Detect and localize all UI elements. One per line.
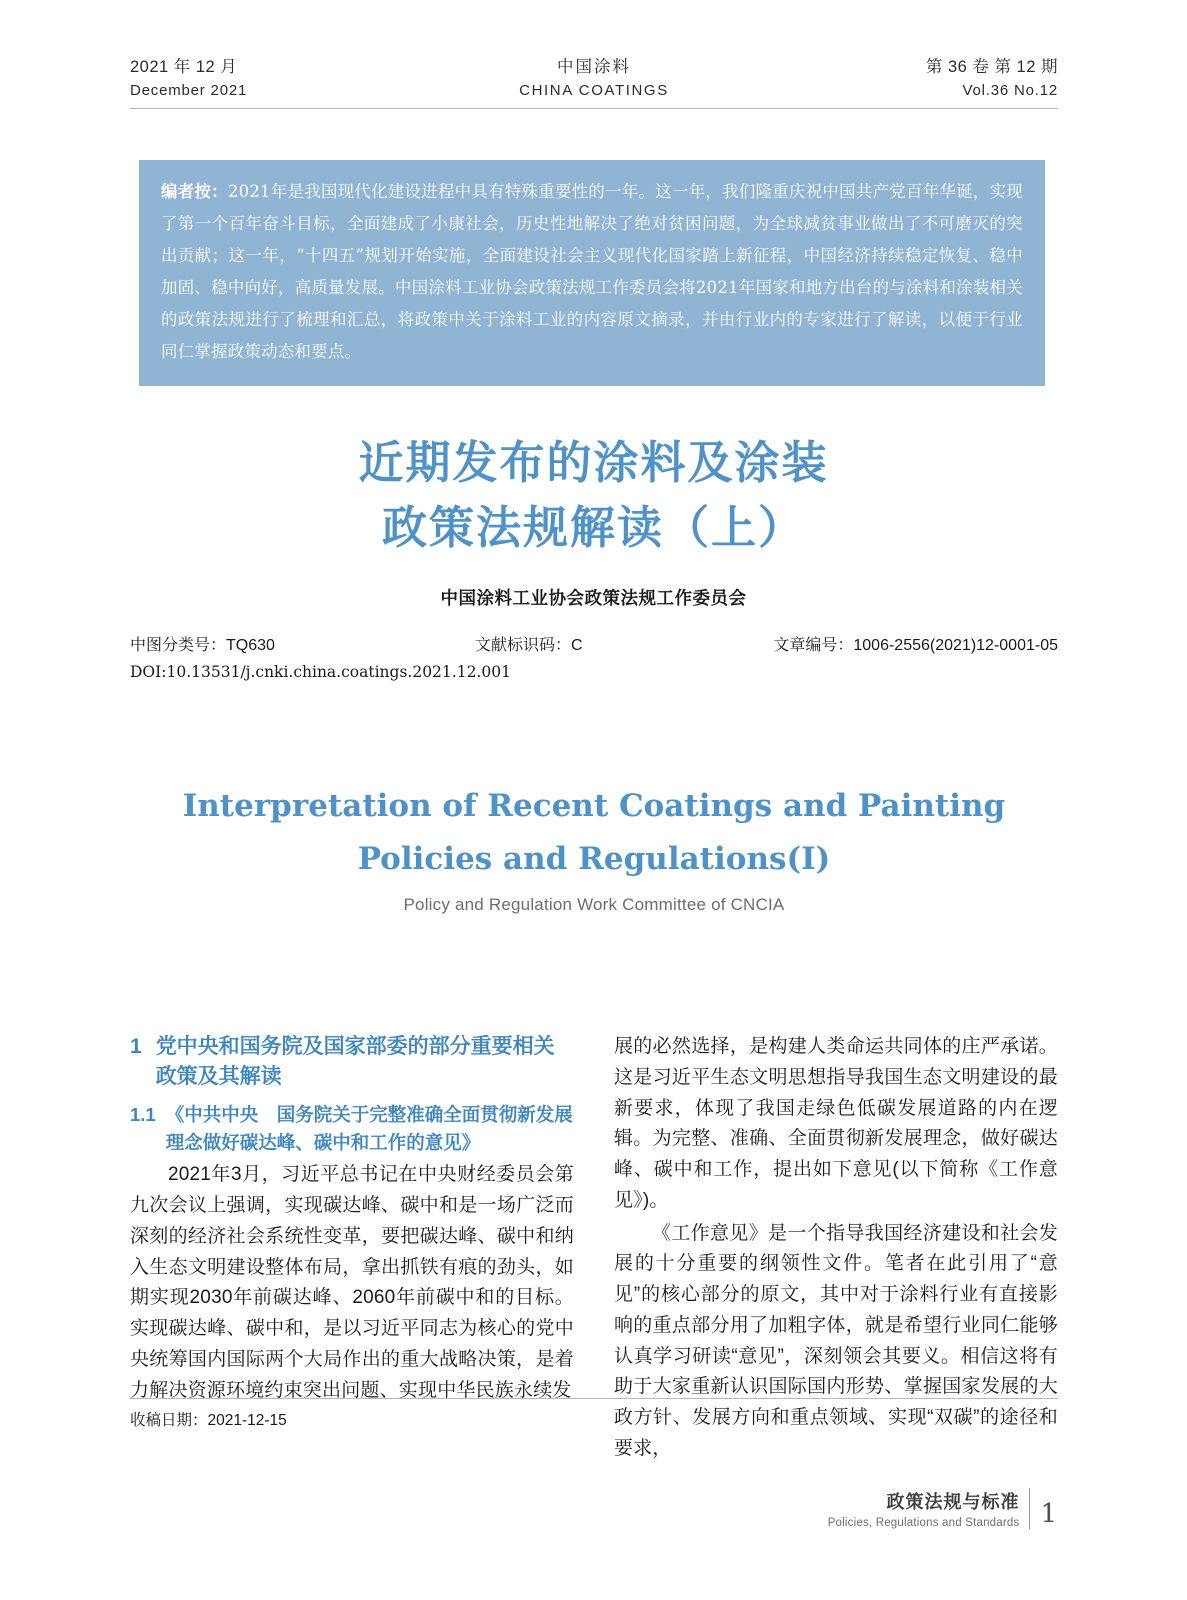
paragraph-right-2: 《工作意见》是一个指导我国经济建设和社会发展的十分重要的纲领性文件。笔者在此引用了“意见”的核心部分的原文，其中对于涂料行业有直接影响的重点部分用了加粗字体，就是希望行业同仁能够认真学习研读“意见”，深刻领会其要义。相信这将有助于大家重新认识国际国内形势、掌握国家发展的大政方针、发展方向和重点领域、实现“双碳”的途径和要求， [614, 1222, 1058, 1459]
footnote-divider [130, 1398, 1058, 1399]
page-title-cn-line1: 近期发布的涂料及涂装 [358, 436, 829, 489]
journal-name-en: CHINA COATINGS [519, 81, 669, 99]
page-title-cn [0, 430, 1187, 561]
editor-note-lead: 编者按： [161, 182, 228, 201]
running-head-left [130, 55, 390, 102]
section-heading-1 [130, 1032, 574, 1093]
page-title-en-line2: Policies and Regulations(Ⅰ) [357, 840, 831, 877]
section-heading-1-1-number: 1.1 [130, 1103, 156, 1125]
page-title-en [130, 780, 1058, 885]
running-head-center [429, 55, 759, 102]
author-en: Policy and Regulation Work Committee of CNCIA [403, 895, 785, 914]
paragraph-left-1: 2021年3月，习近平总书记在中央财经委员会第九次会议上强调，实现碳达峰、碳中和是一场广泛而深刻的经济社会系统性变革，要把碳达峰、碳中和纳入生态文明建设整体布局，拿出抓铁有痕的劲头，如期实现2030年前碳达峰、2060年前碳中和的目标。实现碳达峰、碳中和，是以习近平同志为核心的党中央统筹国内国际两个大局作出的重大战略决策，是着力解决资源环境约束突出问题、实现中华民族永续发 [130, 1164, 574, 1401]
paragraph-right-1: 展的必然选择，是构建人类命运共同体的庄严承诺。这是习近平生态文明思想指导我国生态文明建设的最新要求，体现了我国走绿色低碳发展道路的内在逻辑。为完整、准确、全面贯彻新发展理念，做好碳达峰、碳中和工作，提出如下意见(以下简称《工作意见》)。 [614, 1036, 1058, 1211]
section-heading-1-number: 1 [130, 1035, 142, 1058]
article-meta [130, 632, 1058, 655]
clc-number: 中图分类号：TQ630 [130, 637, 275, 654]
page-title-cn-line2: 政策法规解读（上） [381, 501, 805, 555]
received-date: 收稿日期：2021-12-15 [130, 1412, 287, 1429]
editor-note-body: 2021年是我国现代化建设进程中具有特殊重要性的一年。这一年，我们隆重庆祝中国共产党百年华诞，实现了第一个百年奋斗目标，全面建成了小康社会，历史性地解决了绝对贫困问题，为全球减贫事业做出了不可磨灭的突出贡献；这一年，“十四五”规划开始实施，全面建设社会主义现代化国家踏上新征程，中国经济持续稳定恢复、稳中加固、稳中向好，高质量发展。中国涂料工业协会政策法规工作委员会将2021年国家和地方出台的与涂料和涂装相关的政策法规进行了梳理和汇总，将政策中关于涂料工业的内容原文摘录，并由行业内的专家进行了解读，以便于行业同仁掌握政策动态和要点。 [161, 182, 1023, 361]
running-head [130, 55, 1058, 109]
running-head-right [798, 55, 1058, 102]
footer-label-en: Policies, Regulations and Standards [827, 1517, 1020, 1529]
doi-text: DOI:10.13531/j.cnki.china.coatings.2021.12.001 [130, 663, 511, 681]
page-title-en-line1: Interpretation of Recent Coatings and Painting [182, 788, 1006, 824]
page-number: 1 [1029, 1488, 1057, 1529]
column-left [130, 1032, 574, 1467]
body-columns [130, 1032, 1058, 1467]
article-number: 文章编号：1006-2556(2021)12-0001-05 [773, 637, 1058, 654]
issue-date-cn: 2021 年 12 月 [130, 58, 238, 76]
volume-issue-cn: 第 36 卷 第 12 期 [925, 58, 1058, 76]
volume-issue-en: Vol.36 No.12 [962, 81, 1058, 99]
editor-note-text [161, 176, 1023, 368]
journal-name-cn: 中国涂料 [557, 58, 631, 76]
author-cn: 中国涂料工业协会政策法规工作委员会 [440, 588, 747, 608]
page-footer [828, 1488, 1057, 1529]
footer-label-cn: 政策法规与标准 [886, 1492, 1020, 1512]
column-right [614, 1032, 1058, 1467]
section-heading-1-1 [130, 1101, 574, 1157]
issue-date-en: December 2021 [130, 81, 248, 99]
footer-labels [828, 1488, 1020, 1529]
editor-note-box [139, 160, 1045, 386]
section-heading-1-text: 党中央和国务院及国家部委的部分重要相关政策及其解读 [155, 1035, 555, 1089]
section-heading-1-1-text: 《中共中央 国务院关于完整准确全面贯彻新发展理念做好碳达峰、碳中和工作的意见》 [165, 1103, 573, 1153]
document-code: 文献标识码：C [475, 637, 583, 654]
